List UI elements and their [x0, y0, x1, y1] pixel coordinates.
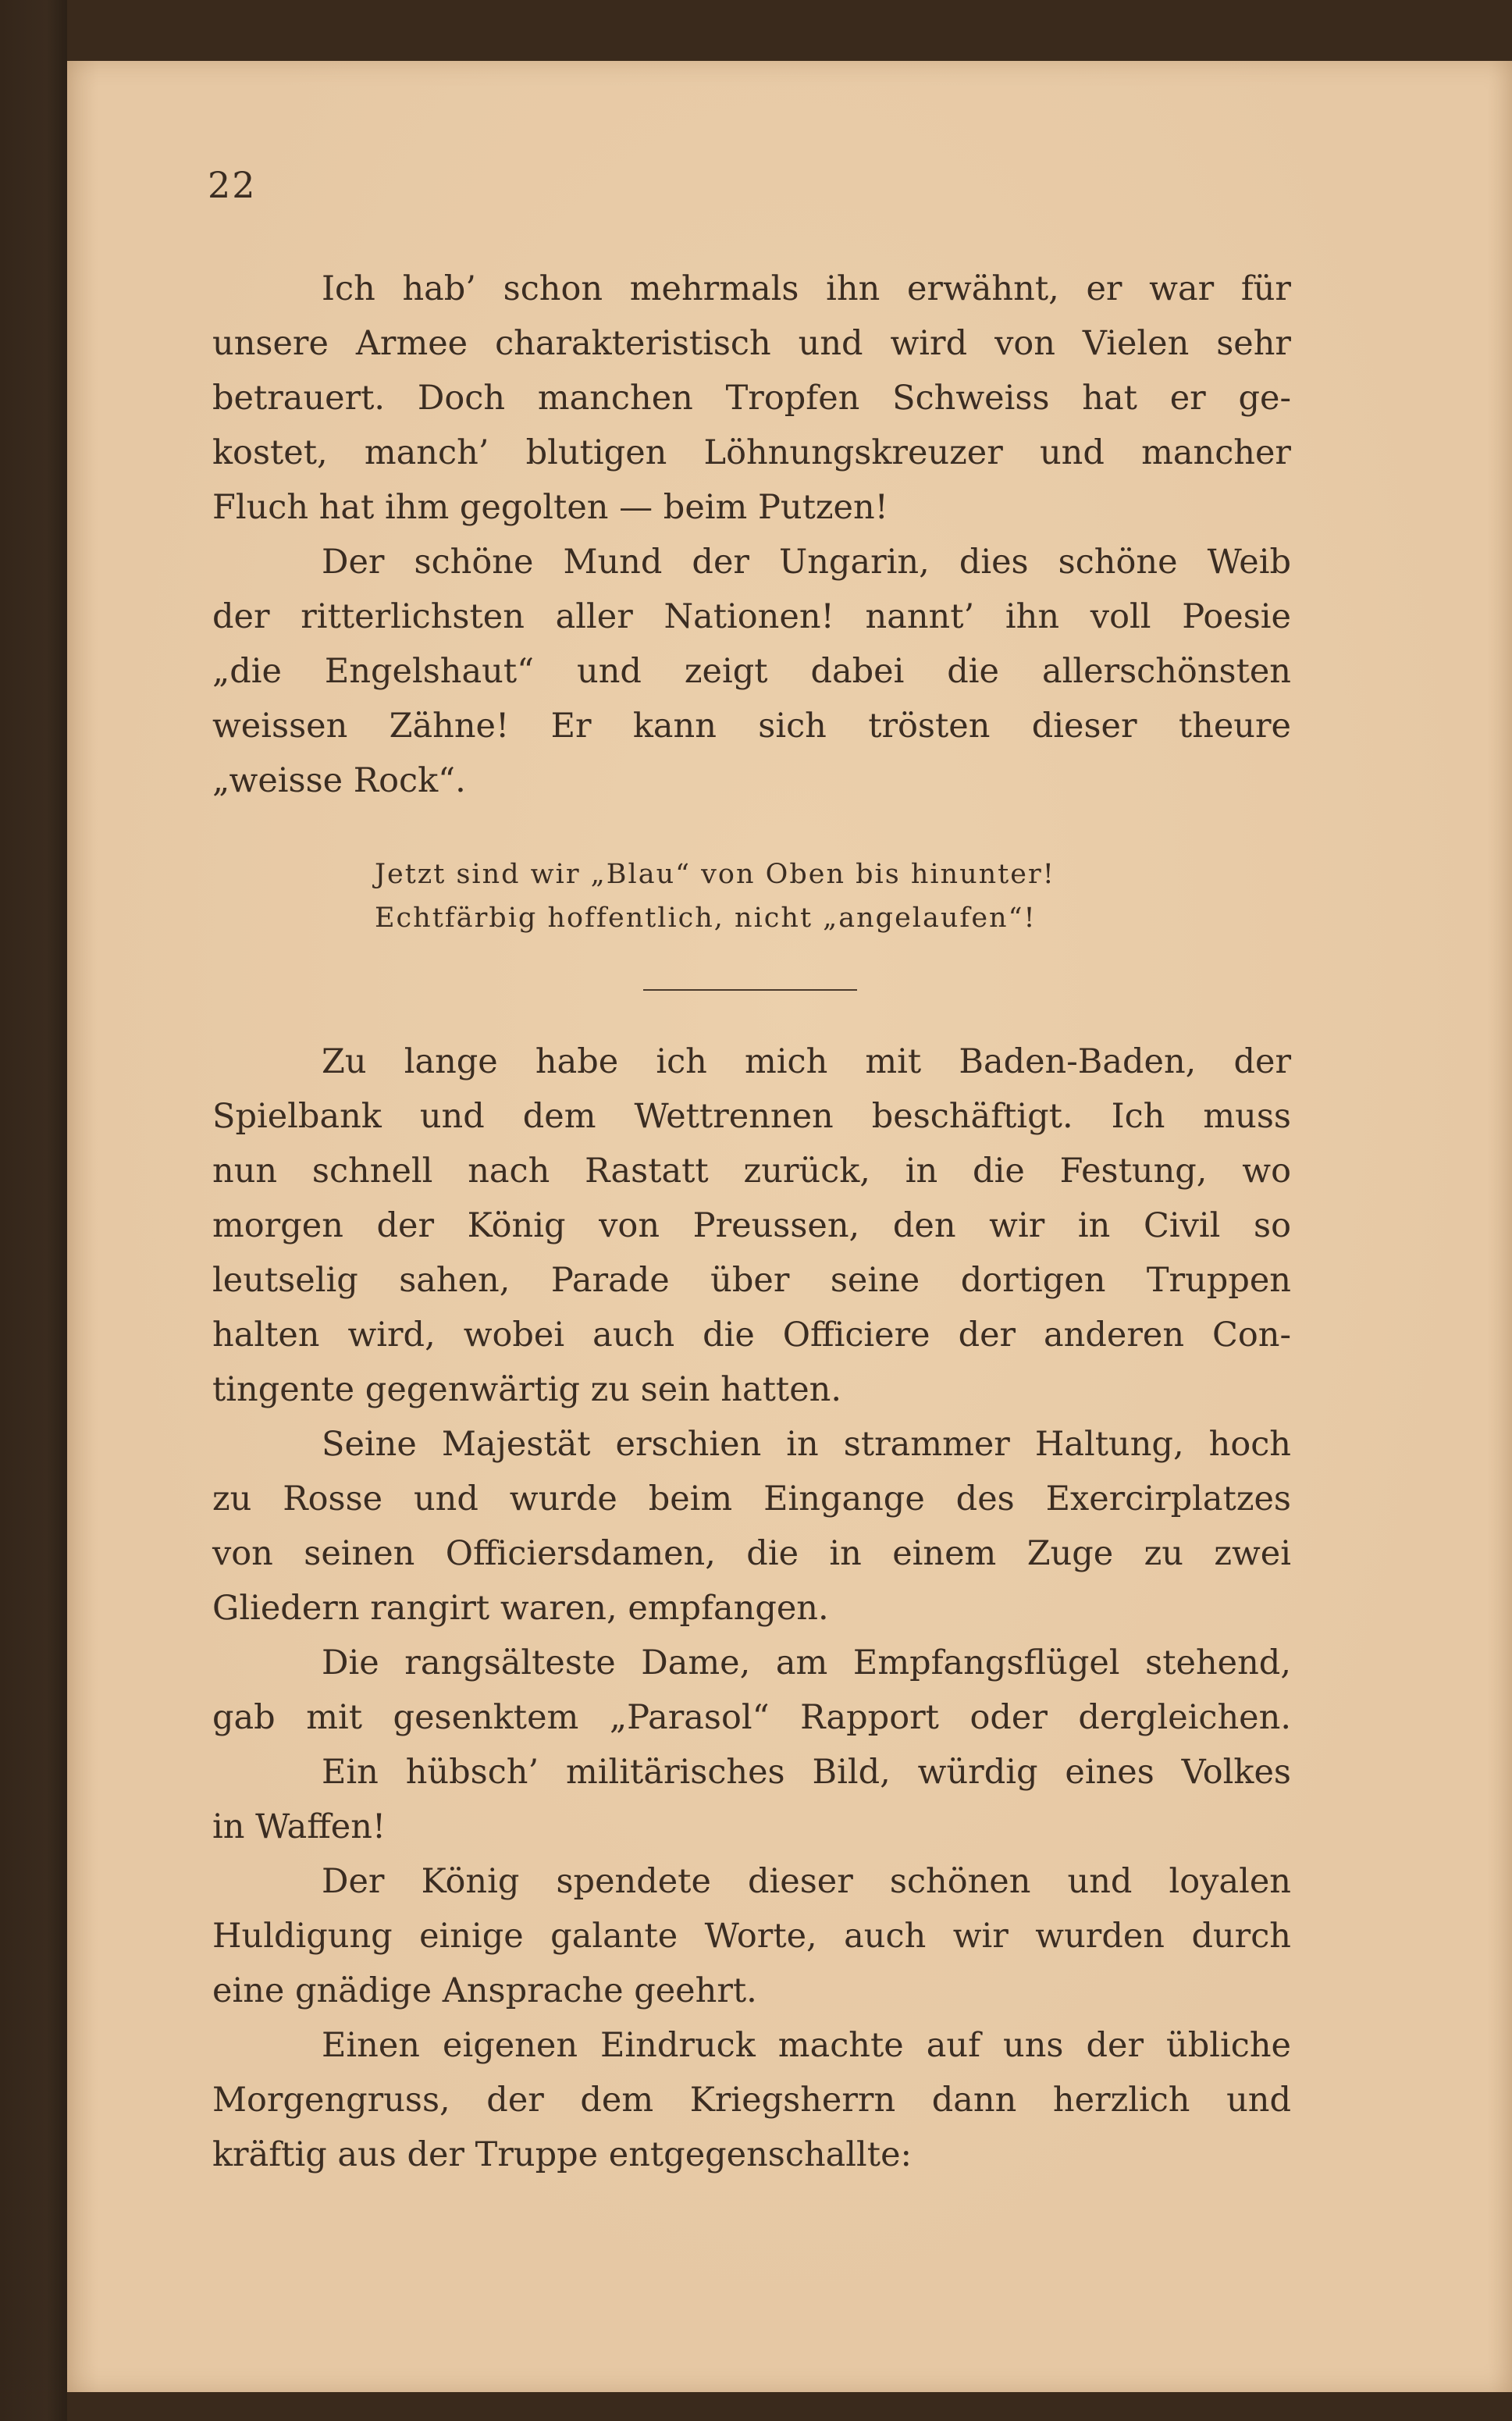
text-line: betrauert. Doch manchen Tropfen Schweiss hat er ge-	[212, 379, 1291, 418]
verse-line: Echtfärbig hoffentlich, nicht „angelaufen“!	[375, 903, 1037, 934]
text-line: weissen Zähne! Er kann sich trösten dieser theure	[212, 707, 1291, 746]
text-line: von seinen Officiersdamen, die in einem Zuge zu zwei	[212, 1534, 1291, 1573]
text-line: zu Rosse und wurde beim Eingange des Exercirplatzes	[212, 1479, 1291, 1518]
text-line: „weisse Rock“.	[212, 761, 466, 800]
text-line: „die Engelshaut“ und zeigt dabei die allerschönsten	[212, 652, 1291, 691]
text-line: Huldigung einige galante Worte, auch wir wurden durch	[212, 1917, 1291, 1956]
text-line: unsere Armee charakteristisch und wird von Vielen sehr	[212, 324, 1291, 363]
text-line: Gliedern rangirt waren, empfangen.	[212, 1589, 829, 1628]
text-line: Ein hübsch’ militärisches Bild, würdig eines Volkes	[322, 1753, 1291, 1792]
text-line: Ich hab’ schon mehrmals ihn erwähnt, er war für	[322, 269, 1291, 308]
text-line: leutselig sahen, Parade über seine dortigen Truppen	[212, 1261, 1291, 1300]
text-line: eine gnädige Ansprache geehrt.	[212, 1971, 757, 2010]
text-line: Seine Majestät erschien in strammer Haltung, hoch	[322, 1425, 1291, 1464]
text-line: Der König spendete dieser schönen und loyalen	[322, 1862, 1291, 1901]
text-line: Einen eigenen Eindruck machte auf uns der übliche	[322, 2026, 1291, 2065]
text-line: Morgengruss, der dem Kriegsherrn dann herzlich und	[212, 2081, 1291, 2120]
text-line: kostet, manch’ blutigen Löhnungskreuzer und mancher	[212, 433, 1291, 472]
verse-line: Jetzt sind wir „Blau“ von Oben bis hinunter!	[375, 859, 1055, 890]
text-line: Der schöne Mund der Ungarin, dies schöne Weib	[322, 543, 1291, 582]
text-line: gab mit gesenktem „Parasol“ Rapport oder dergleichen.	[212, 1698, 1291, 1737]
text-line: Die rangsälteste Dame, am Empfangsflügel stehend,	[322, 1643, 1291, 1682]
text-line: nun schnell nach Rastatt zurück, in die Festung, wo	[212, 1152, 1291, 1191]
text-line: der ritterlichsten aller Nationen! nannt’ ihn voll Poesie	[212, 597, 1291, 636]
page-number: 22	[208, 164, 257, 206]
text-line: morgen der König von Preussen, den wir in Civil so	[212, 1206, 1291, 1245]
text-line: kräftig aus der Truppe entgegenschallte:	[212, 2135, 913, 2174]
text-line: in Waffen!	[212, 1807, 386, 1846]
text-line: Zu lange habe ich mich mit Baden-Baden, der	[322, 1042, 1291, 1081]
text-line: halten wird, wobei auch die Officiere der anderen Con-	[212, 1316, 1291, 1355]
text-line: tingente gegenwärtig zu sein hatten.	[212, 1370, 841, 1409]
section-divider	[643, 989, 857, 991]
text-line: Fluch hat ihm gegolten — beim Putzen!	[212, 488, 888, 527]
text-line: Spielbank und dem Wettrennen beschäftigt. Ich muss	[212, 1097, 1291, 1136]
